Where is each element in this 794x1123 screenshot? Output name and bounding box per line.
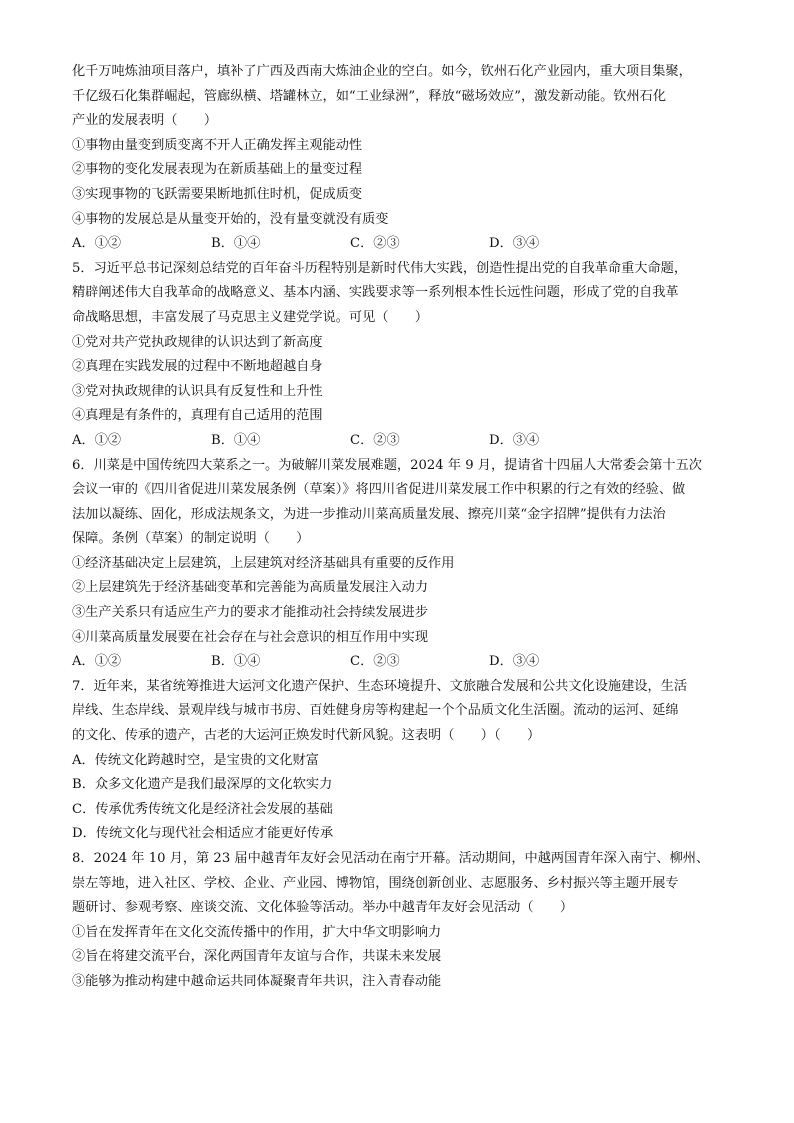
question-6 <box>72 454 742 675</box>
statement-item: ④真理是有条件的，真理有自己适用的范围 <box>72 408 323 424</box>
statement-item: ①旨在发挥青年在文化交流传播中的作用，扩大中华文明影响力 <box>72 924 442 940</box>
option-c[interactable]: C．②③ <box>350 236 400 252</box>
answer-options <box>72 650 742 675</box>
option-b[interactable]: B．①④ <box>211 432 261 448</box>
question-stem-line: 产业的发展表明（ ） <box>72 113 218 129</box>
statement-item: ②上层建筑先于经济基础变革和完善能为高质量发展注入动力 <box>72 580 429 596</box>
question-5 <box>72 257 742 454</box>
question-4 <box>72 60 742 257</box>
option-c[interactable]: C．传承优秀传统文化是经济社会发展的基础 <box>72 801 333 817</box>
question-8 <box>72 847 742 995</box>
question-stem-line: 8．2024 年 10 月，第 23 届中越青年友好会见活动在南宁开幕。活动期间，中越两国青年深入南宁、柳州、 <box>72 851 710 866</box>
statement-item: ③能够为推动构建中越命运共同体凝聚青年共识，注入青春动能 <box>72 973 442 989</box>
exam-page <box>72 60 742 995</box>
statement-item: ①党对共产党执政规律的认识达到了新高度 <box>72 334 323 350</box>
question-stem-line: 化千万吨炼油项目落户，填补了广西及西南大炼油企业的空白。如今，钦州石化产业园内，重大项目集聚， <box>72 64 692 79</box>
question-stem-line: 7．近年来，某省统筹推进大运河文化遗产保护、生态环境提升、文旅融合发展和公共文化设施建设，生活 <box>72 678 688 694</box>
statement-item: ③党对执政规律的认识具有反复性和上升性 <box>72 383 323 399</box>
option-b[interactable]: B．众多文化遗产是我们最深厚的文化软实力 <box>72 777 333 793</box>
answer-options <box>72 429 742 454</box>
statement-item: ③实现事物的飞跃需要果断地抓住时机，促成质变 <box>72 186 363 202</box>
question-stem-line: 6．川菜是中国传统四大菜系之一。为破解川菜发展难题，2024 年 9 月，提请省十四届人大常委会第十五次 <box>72 457 702 473</box>
option-a[interactable]: A．传统文化跨越时空，是宝贵的文化财富 <box>72 752 319 768</box>
statement-item: ②事物的变化发展表现为在新质基础上的量变过程 <box>72 162 363 178</box>
statement-item: ①事物由量变到质变离不开人正确发挥主观能动性 <box>72 137 363 153</box>
question-stem-line: 命战略思想，丰富发展了马克思主义建党学说。可见（ ） <box>72 309 429 325</box>
option-a[interactable]: A．①② <box>72 236 122 252</box>
question-stem-line: 5．习近平总书记深刻总结党的百年奋斗历程特别是新时代伟大实践，创造性提出党的自我革命重大命题， <box>72 260 688 276</box>
option-d[interactable]: D．③④ <box>489 236 540 252</box>
question-stem-line: 的文化、传承的遗产，古老的大运河正焕发时代新风貌。这表明（ ）（ ） <box>72 728 541 744</box>
option-a[interactable]: A．①② <box>72 432 122 448</box>
question-stem-line: 会议一审的《四川省促进川菜发展条例（草案）》将四川省促进川菜发展工作中积累的行之有效的经验、做 <box>72 482 686 498</box>
option-d[interactable]: D．③④ <box>489 432 540 448</box>
option-d[interactable]: D．③④ <box>489 654 540 670</box>
statement-item: ①经济基础决定上层建筑，上层建筑对经济基础具有重要的反作用 <box>72 555 455 571</box>
option-b[interactable]: B．①④ <box>211 236 261 252</box>
statement-item: ②真理在实践发展的过程中不断地超越自身 <box>72 359 323 375</box>
statement-item: ④川菜高质量发展要在社会存在与社会意识的相互作用中实现 <box>72 629 429 645</box>
question-stem-line: 法加以凝练、固化，形成法规条文，为进一步推动川菜高质量发展、擦亮川菜“金字招牌”提供有力法治 <box>72 506 666 522</box>
option-d[interactable]: D．传统文化与现代社会相适应才能更好传承 <box>72 826 334 842</box>
statement-item: ④事物的发展总是从量变开始的，没有量变就没有质变 <box>72 211 389 227</box>
question-stem-line: 保障。条例（草案）的制定说明（ ） <box>72 531 310 547</box>
option-b[interactable]: B．①④ <box>211 654 261 670</box>
option-c[interactable]: C．②③ <box>350 654 400 670</box>
question-stem-line: 千亿级石化集群崛起，管廊纵横、塔罐林立，如“工业绿洲”，释放“磁场效应”，激发新动能。钦州石化 <box>72 88 667 104</box>
question-stem-line: 精辟阐述伟大自我革命的战略意义、基本内涵、实践要求等一系列根本性长远性问题，形成了党的自我革 <box>72 285 679 301</box>
option-c[interactable]: C．②③ <box>350 432 400 448</box>
question-stem-line: 题研讨、参观考察、座谈交流、文化体验等活动。举办中越青年友好会见活动（ ） <box>72 900 574 916</box>
statement-item: ②旨在将建交流平台，深化两国青年友谊与合作，共谋未来发展 <box>72 949 442 965</box>
answer-options <box>72 232 742 257</box>
question-7 <box>72 675 742 847</box>
question-stem-line: 崇左等地，进入社区、学校、企业、产业园、博物馆，围绕创新创业、志愿服务、乡村振兴等主题开展专 <box>72 875 679 891</box>
statement-item: ③生产关系只有适应生产力的要求才能推动社会持续发展进步 <box>72 605 429 621</box>
option-a[interactable]: A．①② <box>72 654 122 670</box>
question-stem-line: 岸线、生态岸线、景观岸线与城市书房、百姓健身房等构建起一个个品质文化生活圈。流动的运河、延绵 <box>72 703 679 719</box>
